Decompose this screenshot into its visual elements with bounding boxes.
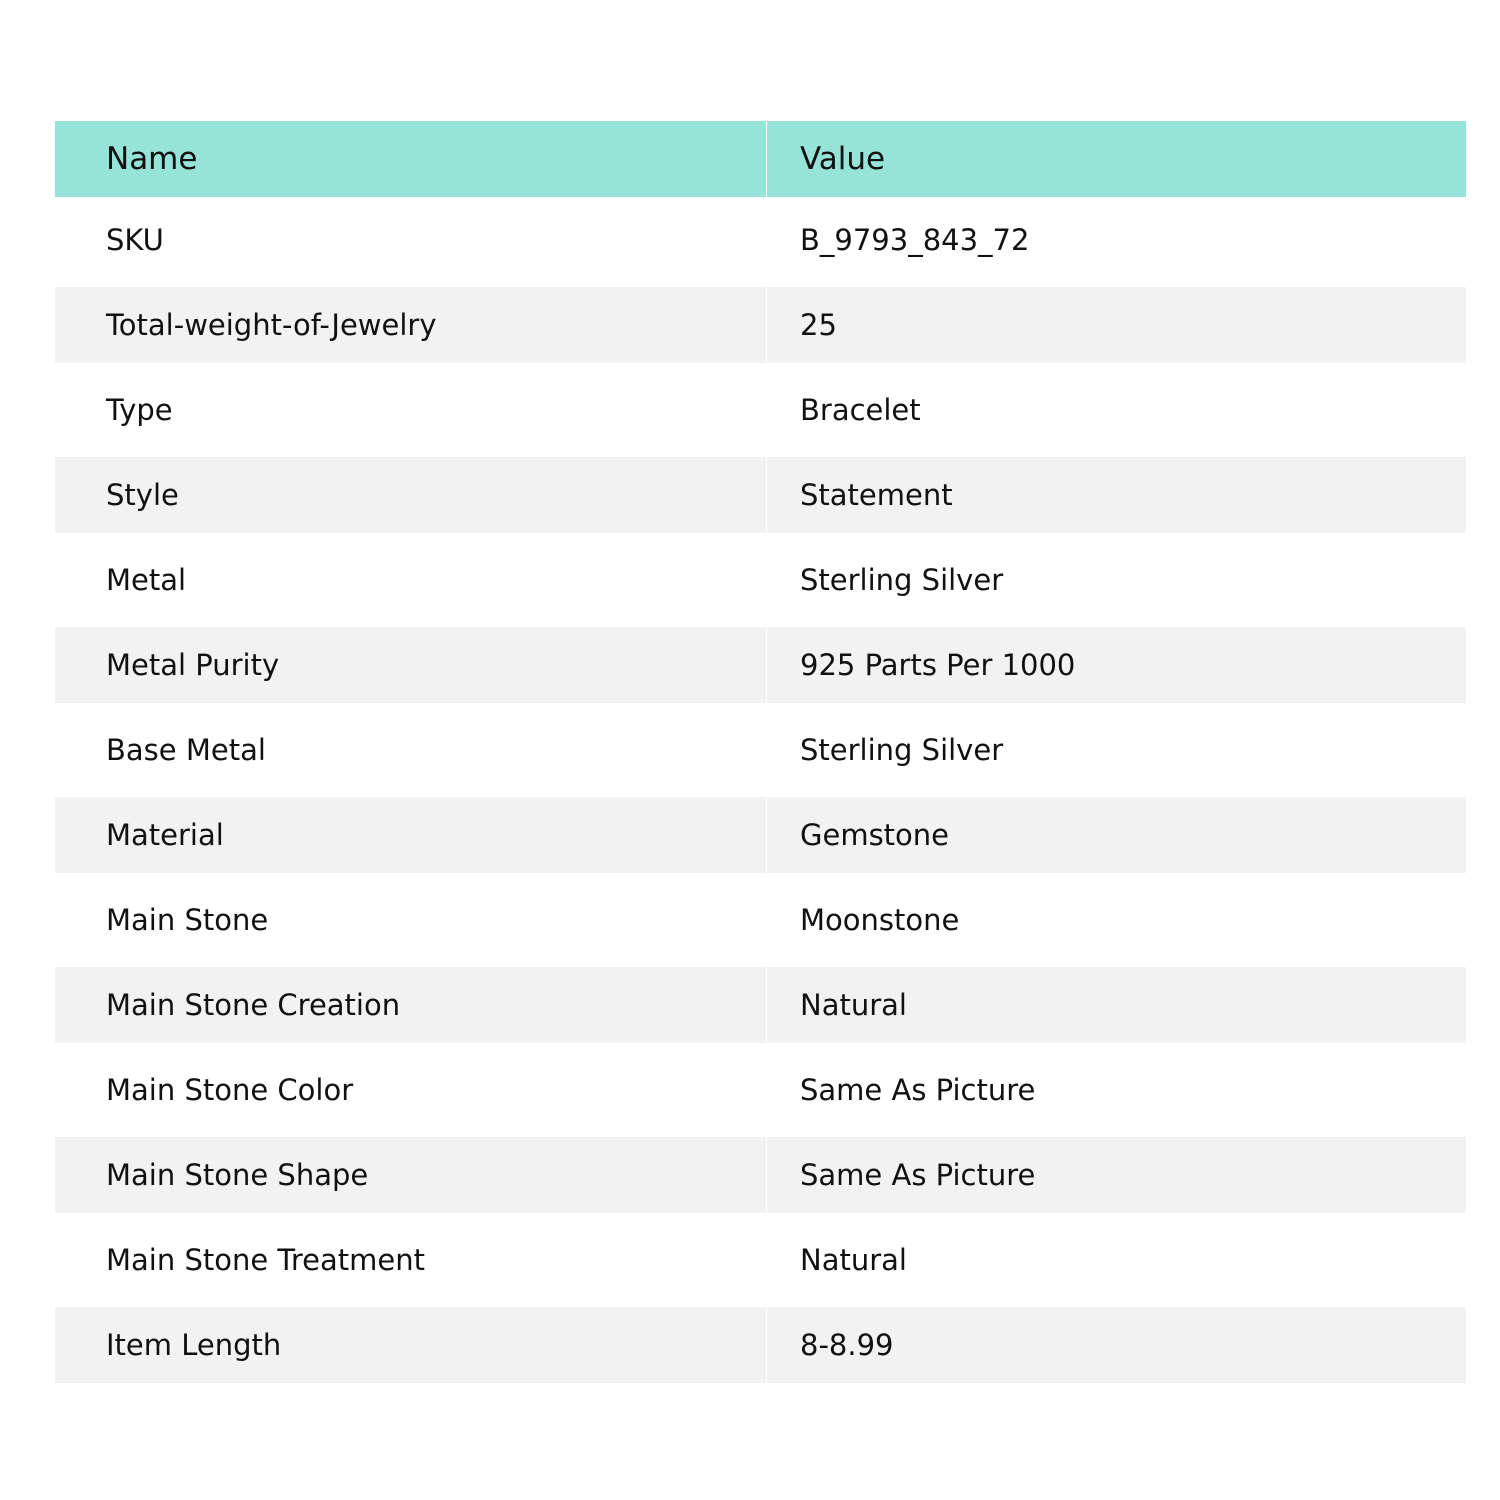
row-value-cell: Same As Picture	[767, 1137, 1466, 1213]
row-name-cell: Material	[55, 797, 766, 873]
row-name-cell: Main Stone	[55, 882, 766, 958]
row-name-cell: Metal	[55, 542, 766, 618]
table-row	[55, 962, 1466, 1047]
table-row	[55, 197, 1466, 282]
row-value-cell: Same As Picture	[767, 1052, 1466, 1128]
row-name-cell: Metal Purity	[55, 627, 766, 703]
table-row	[55, 367, 1466, 452]
row-name-cell: Main Stone Treatment	[55, 1222, 766, 1298]
row-name-cell: Main Stone Creation	[55, 967, 766, 1043]
row-value-cell: 25	[767, 287, 1466, 363]
row-name-cell: SKU	[55, 202, 766, 278]
row-name-cell: Type	[55, 372, 766, 448]
row-name-cell: Main Stone Color	[55, 1052, 766, 1128]
row-value-cell: 8-8.99	[767, 1307, 1466, 1383]
row-name-cell: Main Stone Shape	[55, 1137, 766, 1213]
row-value-cell: Sterling Silver	[767, 712, 1466, 788]
header-name-cell: Name	[55, 121, 766, 197]
row-name-cell: Base Metal	[55, 712, 766, 788]
table-row	[55, 1302, 1466, 1387]
row-value-cell: Natural	[767, 967, 1466, 1043]
table-row	[55, 707, 1466, 792]
table-header-row	[55, 121, 1466, 197]
row-value-cell: Natural	[767, 1222, 1466, 1298]
table-row	[55, 537, 1466, 622]
row-name-cell: Item Length	[55, 1307, 766, 1383]
row-value-cell: Statement	[767, 457, 1466, 533]
table-row	[55, 792, 1466, 877]
table-row	[55, 1132, 1466, 1217]
specs-table	[55, 121, 1466, 1387]
table-row	[55, 282, 1466, 367]
row-value-cell: Sterling Silver	[767, 542, 1466, 618]
table-row	[55, 877, 1466, 962]
table-row	[55, 1217, 1466, 1302]
row-value-cell: Bracelet	[767, 372, 1466, 448]
row-value-cell: Gemstone	[767, 797, 1466, 873]
row-name-cell: Total-weight-of-Jewelry	[55, 287, 766, 363]
table-row	[55, 1047, 1466, 1132]
table-row	[55, 622, 1466, 707]
row-name-cell: Style	[55, 457, 766, 533]
table-row	[55, 452, 1466, 537]
row-value-cell: 925 Parts Per 1000	[767, 627, 1466, 703]
header-value-cell: Value	[767, 121, 1466, 197]
row-value-cell: Moonstone	[767, 882, 1466, 958]
row-value-cell: B_9793_843_72	[767, 202, 1466, 278]
